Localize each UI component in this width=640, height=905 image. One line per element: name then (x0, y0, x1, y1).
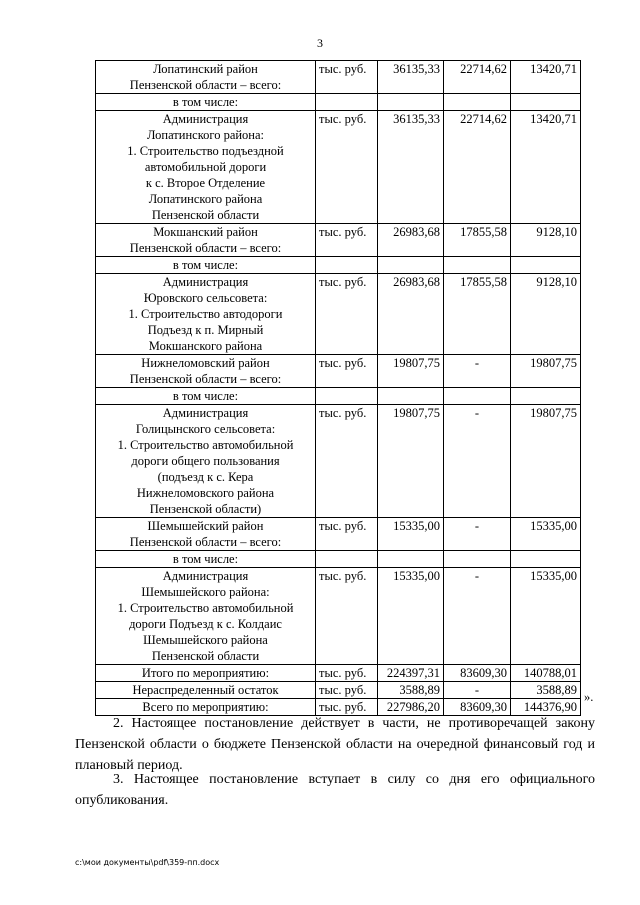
budget-table-body (96, 61, 581, 716)
row-total-cell: 15335,00 (378, 568, 444, 665)
row-unit-cell: тыс. руб. (316, 699, 378, 716)
row-col2-cell: - (444, 405, 511, 518)
row-total-cell (378, 388, 444, 405)
row-name-cell: Шемышейский район Пензенской области – всего: (96, 518, 316, 551)
row-total-cell: 3588,89 (378, 682, 444, 699)
row-col2-cell: 17855,58 (444, 224, 511, 257)
row-col3-cell: 19807,75 (511, 355, 581, 388)
row-col3-cell: 13420,71 (511, 61, 581, 94)
table-row (96, 568, 581, 665)
table-row (96, 355, 581, 388)
row-col2-cell: - (444, 682, 511, 699)
row-col2-cell: 17855,58 (444, 274, 511, 355)
row-total-cell (378, 551, 444, 568)
row-col2-cell (444, 551, 511, 568)
row-unit-cell: тыс. руб. (316, 224, 378, 257)
row-unit-cell: тыс. руб. (316, 568, 378, 665)
table-row (96, 682, 581, 699)
row-unit-cell: тыс. руб. (316, 274, 378, 355)
paragraph-validity: 2. Настоящее постановление действует в части, не противоречащей закону Пензенской области о бюджете Пензенской области на очередной финансовый год и плановый период. (75, 716, 595, 773)
row-col3-cell (511, 257, 581, 274)
row-name-cell: в том числе: (96, 551, 316, 568)
row-unit-cell: тыс. руб. (316, 405, 378, 518)
row-col3-cell: 9128,10 (511, 274, 581, 355)
closing-quote: ». (584, 690, 594, 704)
row-col3-cell: 13420,71 (511, 111, 581, 224)
row-col3-cell (511, 551, 581, 568)
table-row (96, 405, 581, 518)
table-row (96, 665, 581, 682)
footer-file-path: c:\мои документы\pdf\359-пп.docx (75, 858, 220, 867)
row-name-cell: в том числе: (96, 94, 316, 111)
row-unit-cell: тыс. руб. (316, 518, 378, 551)
row-col3-cell: 140788,01 (511, 665, 581, 682)
row-total-cell (378, 257, 444, 274)
row-col2-cell: 22714,62 (444, 61, 511, 94)
row-total-cell (378, 94, 444, 111)
row-name-cell: Итого по мероприятию: (96, 665, 316, 682)
row-total-cell: 36135,33 (378, 61, 444, 94)
table-row (96, 61, 581, 94)
paragraph-effective-date: 3. Настоящее постановление вступает в силу со дня его официального опубликования. (75, 772, 595, 808)
row-total-cell: 19807,75 (378, 405, 444, 518)
row-col3-cell (511, 94, 581, 111)
row-col3-cell: 144376,90 (511, 699, 581, 716)
row-col2-cell (444, 257, 511, 274)
row-total-cell: 224397,31 (378, 665, 444, 682)
row-col3-cell: 15335,00 (511, 518, 581, 551)
row-name-cell: Всего по мероприятию: (96, 699, 316, 716)
budget-table (95, 60, 581, 716)
table-row (96, 551, 581, 568)
row-name-cell: Администрация Шемышейского района: 1. Строительство автомобильной дороги Подъезд к с. Колдаис Шемышейского района Пензенской области (96, 568, 316, 665)
row-col2-cell: 83609,30 (444, 665, 511, 682)
row-total-cell: 26983,68 (378, 224, 444, 257)
row-name-cell: в том числе: (96, 257, 316, 274)
row-col2-cell: 83609,30 (444, 699, 511, 716)
row-col2-cell: 22714,62 (444, 111, 511, 224)
table-row (96, 111, 581, 224)
table-row (96, 94, 581, 111)
row-unit-cell: тыс. руб. (316, 665, 378, 682)
row-name-cell: Администрация Голицынского сельсовета: 1. Строительство автомобильной дороги общего пользования (подъезд к с. Кера Нижнеломовского района Пензенской области) (96, 405, 316, 518)
row-unit-cell: тыс. руб. (316, 61, 378, 94)
row-col3-cell: 3588,89 (511, 682, 581, 699)
row-total-cell: 227986,20 (378, 699, 444, 716)
row-unit-cell: тыс. руб. (316, 111, 378, 224)
page-number: 3 (317, 36, 323, 50)
table-row (96, 274, 581, 355)
row-col2-cell: - (444, 568, 511, 665)
row-total-cell: 26983,68 (378, 274, 444, 355)
row-col2-cell (444, 388, 511, 405)
row-name-cell: Мокшанский район Пензенской области – всего: (96, 224, 316, 257)
row-unit-cell (316, 94, 378, 111)
row-col3-cell: 19807,75 (511, 405, 581, 518)
row-name-cell: Администрация Лопатинского района: 1. Строительство подъездной автомобильной дороги к с. Второе Отделение Лопатинского района Пензенской области (96, 111, 316, 224)
row-total-cell: 19807,75 (378, 355, 444, 388)
row-col2-cell (444, 94, 511, 111)
row-name-cell: Администрация Юровского сельсовета: 1. Строительство автодороги Подъезд к п. Мирный Мокшанского района (96, 274, 316, 355)
row-unit-cell (316, 551, 378, 568)
row-total-cell: 15335,00 (378, 518, 444, 551)
row-col3-cell: 15335,00 (511, 568, 581, 665)
row-col3-cell (511, 388, 581, 405)
row-col3-cell: 9128,10 (511, 224, 581, 257)
row-unit-cell (316, 388, 378, 405)
row-col2-cell: - (444, 355, 511, 388)
row-unit-cell (316, 257, 378, 274)
row-col2-cell: - (444, 518, 511, 551)
row-name-cell: Лопатинский район Пензенской области – всего: (96, 61, 316, 94)
row-name-cell: Нижнеломовский район Пензенской области – всего: (96, 355, 316, 388)
row-name-cell: Нераспределенный остаток (96, 682, 316, 699)
row-unit-cell: тыс. руб. (316, 355, 378, 388)
table-row (96, 518, 581, 551)
table-row (96, 224, 581, 257)
row-total-cell: 36135,33 (378, 111, 444, 224)
table-row (96, 388, 581, 405)
row-unit-cell: тыс. руб. (316, 682, 378, 699)
table-row (96, 257, 581, 274)
row-name-cell: в том числе: (96, 388, 316, 405)
